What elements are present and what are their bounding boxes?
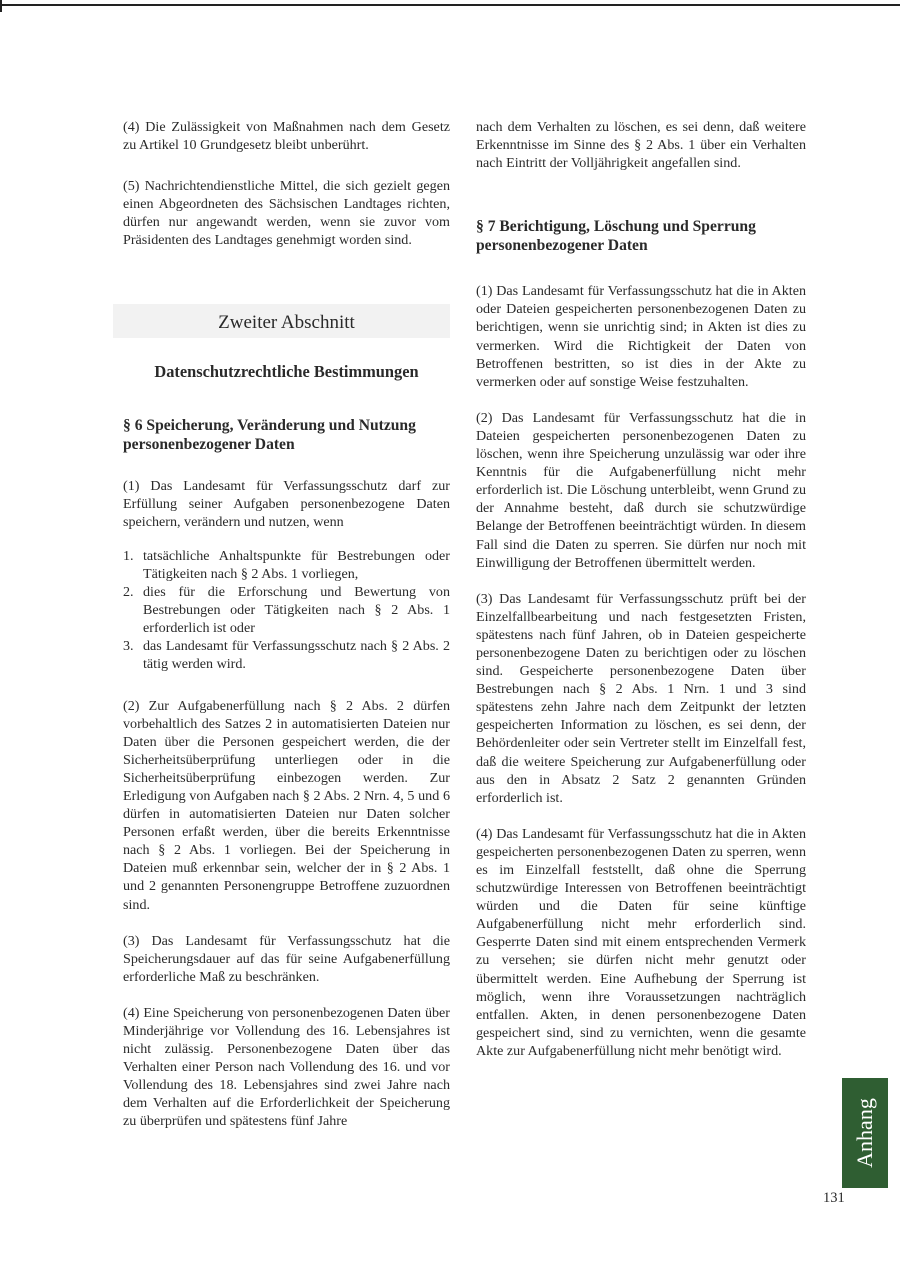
s6-paragraph-2: (2) Zur Aufgabenerfüllung nach § 2 Abs. 2 dürfen vorbehaltlich des Satzes 2 in automatisierten Dateien nur Daten über die Personen gespeichert werden, die der Sicherheitsüberprüfung unterliegen oder in die Sicherheitsüberprüfung einbezogen werden. Zur Erledigung von Aufgaben nach § 2 Abs. 2 Nrn. 4, 5 und 6 dürfen in automatisierten Dateien nur Daten solcher Personen erfaßt werden, über die bereits Erkenntnisse nach § 2 Abs. 1 vorliegen. Bei der Speicherung in Dateien muß erkennbar sein, welcher der in § 2 Abs. 1 und 2 genannten Personengruppe Betroffene zuzuordnen sind. bbox=[123, 697, 450, 913]
list-item-text: tatsächliche Anhaltspunkte für Bestrebungen oder Tätigkeiten nach § 2 Abs. 1 vorliegen, bbox=[143, 547, 450, 582]
corner-mark bbox=[0, 0, 16, 12]
appendix-tab-label: Anhang bbox=[852, 1098, 877, 1168]
list-item bbox=[123, 547, 450, 583]
left-column bbox=[123, 118, 450, 1131]
s6-paragraph-3: (3) Das Landesamt für Verfassungsschutz hat die Speicherungsdauer auf das für seine Aufgabenerfüllung erforderliche Maß zu beschränken. bbox=[123, 932, 450, 985]
spacer bbox=[476, 172, 806, 217]
list-item bbox=[123, 637, 450, 673]
appendix-tab bbox=[842, 1078, 888, 1188]
list-item-text: dies für die Erforschung und Bewertung von Bestrebungen oder Tätigkeiten nach § 2 Abs. 1 erforderlich ist oder bbox=[143, 584, 450, 637]
spacer bbox=[123, 250, 450, 312]
list-item-text: das Landesamt für Verfassungsschutz nach § 2 Abs. 2 tätig werden wird. bbox=[143, 638, 450, 673]
s7-paragraph-4: (4) Das Landesamt für Verfassungsschutz hat die in Akten gespeicherten personenbezogenen Daten zu sperren, wenn es im Einzelfall feststellt, daß ohne die Sperrung schutzwürdige Interessen von Betroffenen beeinträchtigt würden und die Daten für seine künftige Aufgabenerfüllung nicht mehr erforderlich sind. Gesperrte Daten sind mit einem entsprechenden Vermerk zu versehen; sie dürfen nicht mehr genutzt oder übermittelt werden. Eine Aufhebung der Sperrung ist möglich, wenn ihre Voraussetzungen nachträglich entfallen. Akten, in denen personenbezogene Daten gespeichert sind, sind zu vernichten, wenn die gesamte Akte zur Aufgabenerfüllung nicht mehr benötigt wird. bbox=[476, 825, 806, 1059]
section-subtitle: Datenschutzrechtliche Bestimmungen bbox=[154, 361, 419, 381]
list-item-number: 2. bbox=[123, 584, 134, 601]
continuation-paragraph: nach dem Verhalten zu löschen, es sei denn, daß weitere Erkenntnisse im Sinne des § 2 Abs. 1 über ein Verhalten nach Eintritt der Volljährigkeit angefallen sind. bbox=[476, 119, 806, 172]
s7-paragraph-3: (3) Das Landesamt für Verfassungsschutz prüft bei der Einzelfallbearbeitung und nach festgesetzten Fristen, spätestens nach fünf Jahren, ob in Dateien gespeicherte personenbezogene Daten zu berichtigen oder zu löschen sind. Gespeicherte personenbezogene Daten über Bestrebungen nach § 2 Abs. 1 Nrn. 1 und 3 sind spätestens zehn Jahre nach dem Zeitpunkt der letzten gespeicherten Information zu löschen, es sei denn, der Behördenleiter oder sein Vertreter stellt im Einzelfall fest, daß die weitere Speicherung zur Aufgabenerfüllung oder aus den in Absatz 2 Satz 2 genannten Gründen erforderlich ist. bbox=[476, 590, 806, 806]
paragraph-5: (5) Nachrichtendienstliche Mittel, die sich gezielt gegen einen Abgeordneten des Sächsischen Landtages richten, dürfen nur angewandt werden, wenn sie zuvor vom Präsidenten des Landtages genehmigt worden sind. bbox=[123, 178, 450, 249]
section-title bbox=[123, 312, 450, 334]
s6-paragraph-4: (4) Eine Speicherung von personenbezogenen Daten über Minderjährige vor Vollendung des 16. Lebensjahres ist nicht zulässig. Personenbezogene Daten über das Verhalten einer Person nach Vollendung des 16. und vor Vollendung des 18. Lebensjahres sind zwei Jahre nach dem Verhalten auf die Erforderlichkeit der Speicherung zu überprüfen und spätestens fünf Jahre bbox=[123, 1004, 450, 1130]
paragraph-4: (4) Die Zulässigkeit von Maßnahmen nach dem Gesetz zu Artikel 10 Grundgesetz bleibt unberührt. bbox=[123, 119, 450, 154]
s7-paragraph-1: (1) Das Landesamt für Verfassungsschutz hat die in Akten oder Dateien gespeicherten personenbezogenen Daten zu berichtigen, wenn sie unrichtig sind; in Akten ist dies zu vermerken. Wird die Richtigkeit der Daten von Betroffenen bestritten, so ist dies in der Akte zu vermerken oder auf sonstige Weise festzuhalten. bbox=[476, 283, 806, 390]
s6-heading: § 6 Speicherung, Veränderung und Nutzung personenbezogener Daten bbox=[123, 416, 416, 453]
spacer bbox=[123, 334, 450, 362]
section-title-text: Zweiter Abschnitt bbox=[218, 311, 355, 333]
top-rule bbox=[0, 4, 900, 6]
list-item-number: 1. bbox=[123, 547, 134, 564]
list-item-number: 3. bbox=[123, 638, 134, 655]
spacer bbox=[123, 382, 450, 416]
s6-paragraph-1: (1) Das Landesamt für Verfassungsschutz darf zur Erfüllung seiner Aufgaben personenbezogene Daten speichern, verändern und nutzen, wenn bbox=[123, 477, 450, 530]
s6-list bbox=[123, 547, 450, 674]
s7-heading: § 7 Berichtigung, Löschung und Sperrung personenbezogener Daten bbox=[476, 218, 756, 255]
list-item bbox=[123, 583, 450, 637]
s7-paragraph-2: (2) Das Landesamt für Verfassungsschutz hat die in Dateien gespeicherten personenbezogenen Daten zu löschen, wenn ihre Speicherung unzulässig war oder ihre Kenntnis für die Aufgabenerfüllung nicht mehr erforderlich ist. Die Löschung unterbleibt, wenn Grund zu der Annahme besteht, daß durch sie schutzwürdige Belange der Betroffenen beeinträchtigt würden. In diesem Fall sind die Daten zu sperren. Sie dürfen nur noch mit Einwilligung der Betroffenen übermittelt werden. bbox=[476, 409, 806, 571]
page-number: 131 bbox=[823, 1190, 845, 1206]
right-column bbox=[476, 118, 806, 1060]
